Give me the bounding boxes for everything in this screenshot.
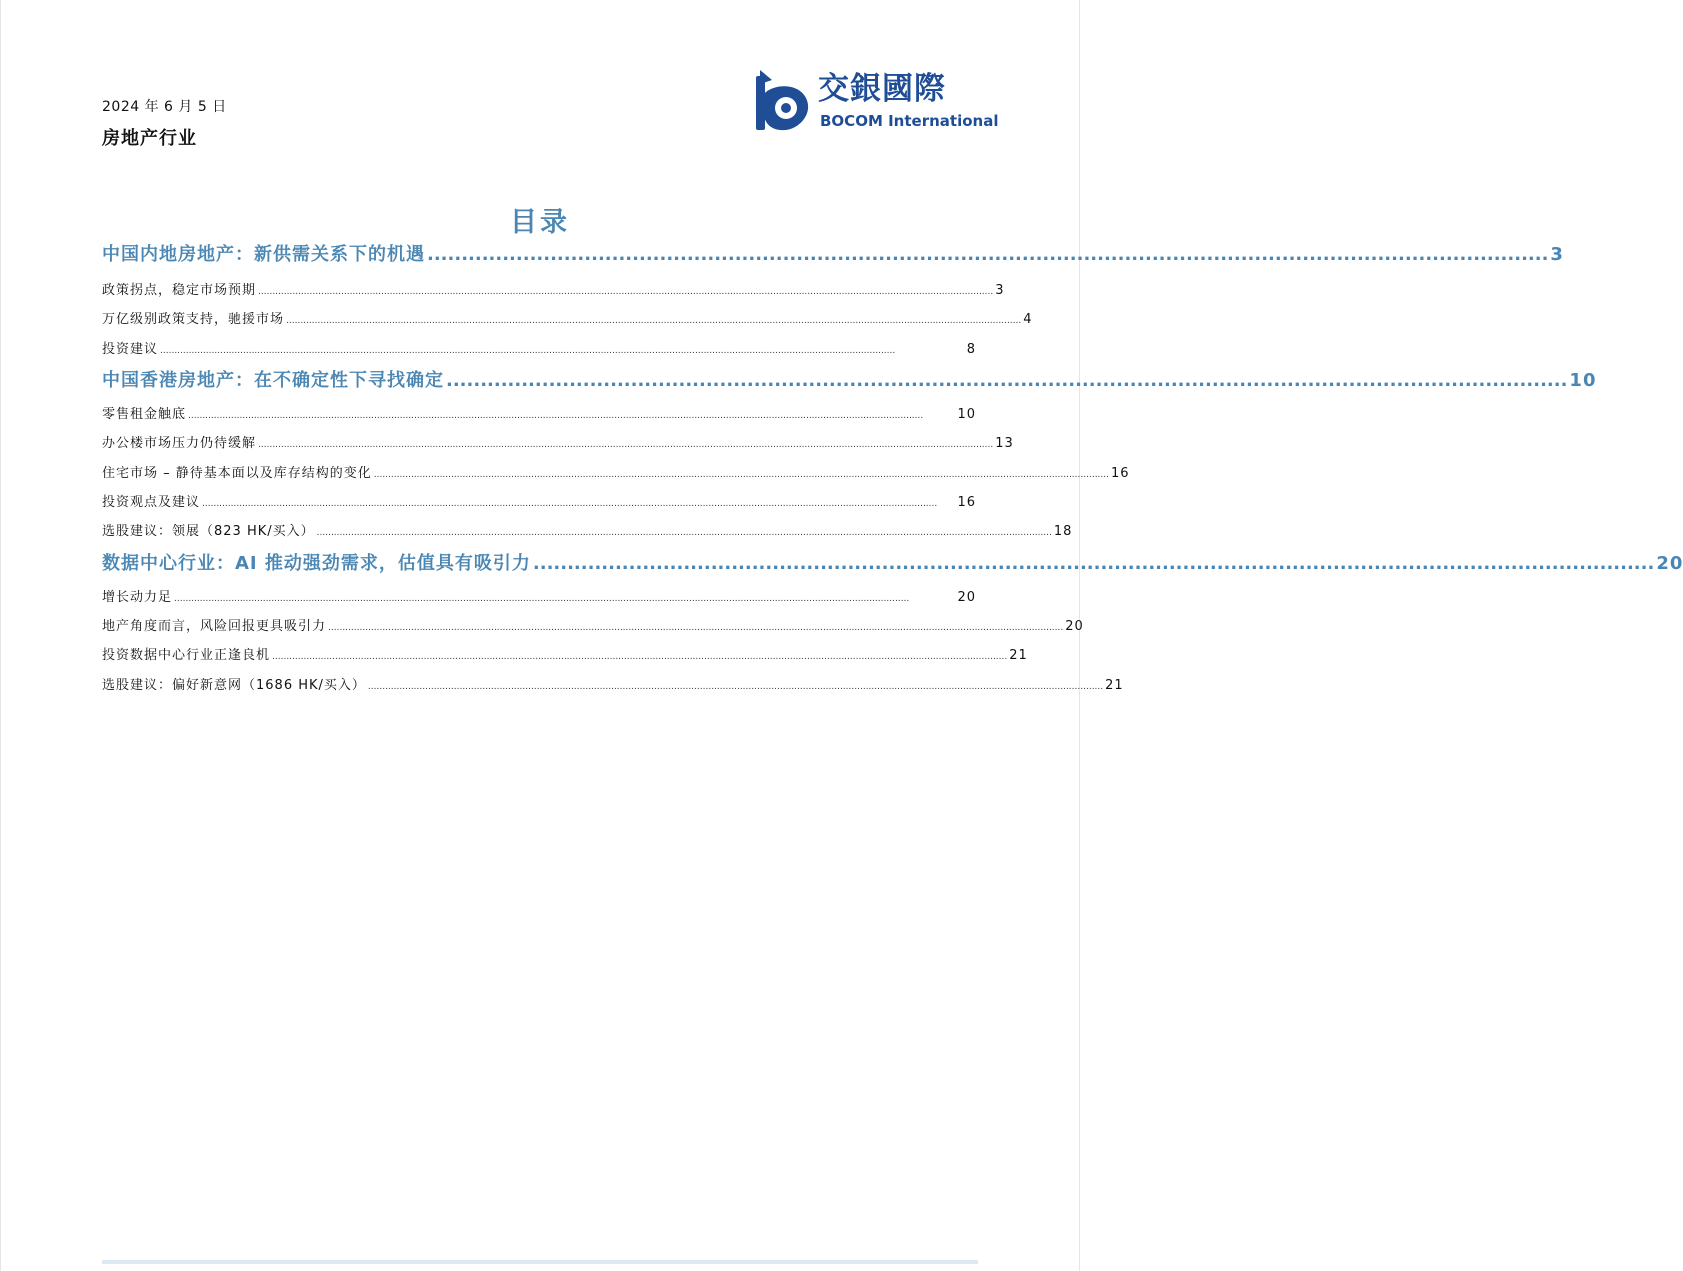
toc-leader-dots: ................................................................................................................................................................................................................................................................. <box>373 470 1110 480</box>
toc-item[interactable] <box>102 432 1014 451</box>
toc-leader-dots: ................................................................................................................................................................................................................................................................. <box>258 440 994 450</box>
toc-leader-dots: ................................................................................................................................................................................................................................................................. <box>188 411 924 421</box>
toc-section-title: 中国内地房地产：新供需关系下的机遇 <box>102 244 425 265</box>
toc-leader-dots: .................................................................................................................................................................... <box>446 370 1568 391</box>
toc-item-title: 住宅市场 – 静待基本面以及库存结构的变化 <box>102 466 372 481</box>
toc-section-page: 3 <box>1550 244 1564 265</box>
toc-section-title: 数据中心行业：AI 推动强劲需求，估值具有吸引力 <box>102 553 531 574</box>
toc-item-title: 选股建议：偏好新意网（1686 HK/买入） <box>102 678 366 693</box>
toc-leader-dots: ................................................................................................................................................................................................................................................................. <box>174 594 910 604</box>
toc-item-title: 投资观点及建议 <box>102 495 201 510</box>
report-sector: 房地产行业 <box>102 128 197 149</box>
bocom-logo-icon <box>754 70 814 136</box>
toc-item-title: 选股建议：领展（823 HK/买入） <box>102 524 315 539</box>
toc-item[interactable] <box>102 279 1005 298</box>
toc-section-page: 10 <box>1569 370 1597 391</box>
toc-item[interactable] <box>102 491 976 510</box>
toc-item[interactable] <box>102 674 1124 693</box>
toc-item-title: 政策拐点，稳定市场预期 <box>102 283 257 298</box>
toc-title: 目录 <box>510 207 570 238</box>
toc-item-title: 地产角度而言，风险回报更具吸引力 <box>102 619 327 634</box>
toc-item-page: 4 <box>1023 312 1033 327</box>
report-date: 2024 年 6 月 5 日 <box>102 99 227 115</box>
toc-item-title: 办公楼市场压力仍待缓解 <box>102 436 257 451</box>
company-logo <box>754 70 999 136</box>
toc-item-page: 20 <box>1065 619 1084 634</box>
toc-item[interactable] <box>102 586 976 605</box>
toc-leader-dots: ................................................................................................................................................................................................................................................................. <box>316 528 1052 538</box>
toc-section[interactable] <box>102 549 1683 575</box>
toc-section-title: 中国香港房地产：在不确定性下寻找确定 <box>102 370 444 391</box>
toc-leader-dots: ................................................................................................................................................................................................................................................................. <box>202 499 938 509</box>
toc-item-page: 18 <box>1053 524 1073 539</box>
toc-item-page: 8 <box>966 342 976 357</box>
toc-leader-dots: ................................................................................................................................................................................................................................................................. <box>367 682 1104 692</box>
toc-item[interactable] <box>102 308 1033 327</box>
toc-item-title: 零售租金触底 <box>102 407 187 422</box>
toc-item[interactable] <box>102 403 976 422</box>
toc-item-page: 21 <box>1105 678 1124 693</box>
toc-leader-dots: .................................................................................................................................................................... <box>532 553 1655 574</box>
toc-section-page: 20 <box>1656 553 1683 574</box>
toc-section[interactable] <box>102 240 1564 266</box>
toc-item-title: 万亿级别政策支持，驰援市场 <box>102 312 285 327</box>
toc-item-page: 10 <box>957 407 976 422</box>
toc-item[interactable] <box>102 520 1073 539</box>
toc-leader-dots: ................................................................................................................................................................................................................................................................. <box>258 287 994 297</box>
toc-item-page: 20 <box>957 590 976 605</box>
toc-item-title: 增长动力足 <box>102 590 173 605</box>
toc-item-title: 投资建议 <box>102 342 159 357</box>
toc-item-page: 16 <box>1111 466 1130 481</box>
toc-item-page: 16 <box>957 495 976 510</box>
toc-leader-dots: ................................................................................................................................................................................................................................................................. <box>272 652 1008 662</box>
toc-item-page: 21 <box>1009 648 1028 663</box>
toc-item[interactable] <box>102 644 1028 663</box>
toc-leader-dots: ................................................................................................................................................................................................................................................................. <box>286 316 1022 326</box>
toc-item[interactable] <box>102 615 1084 634</box>
logo-chinese-name: 交銀國際 <box>818 71 946 107</box>
logo-english-name: BOCOM International <box>820 112 999 130</box>
toc-leader-dots: ................................................................................................................................................................................................................................................................. <box>160 346 896 356</box>
toc-item-page: 3 <box>995 283 1005 298</box>
toc-leader-dots: .................................................................................................................................................................... <box>427 244 1549 265</box>
toc-item[interactable] <box>102 462 1130 481</box>
toc-item-page: 13 <box>995 436 1014 451</box>
toc-item-title: 投资数据中心行业正逢良机 <box>102 648 271 663</box>
footer-divider <box>102 1260 978 1264</box>
toc-section[interactable] <box>102 366 1597 392</box>
toc-leader-dots: ................................................................................................................................................................................................................................................................. <box>328 623 1064 633</box>
toc-item[interactable] <box>102 338 976 357</box>
